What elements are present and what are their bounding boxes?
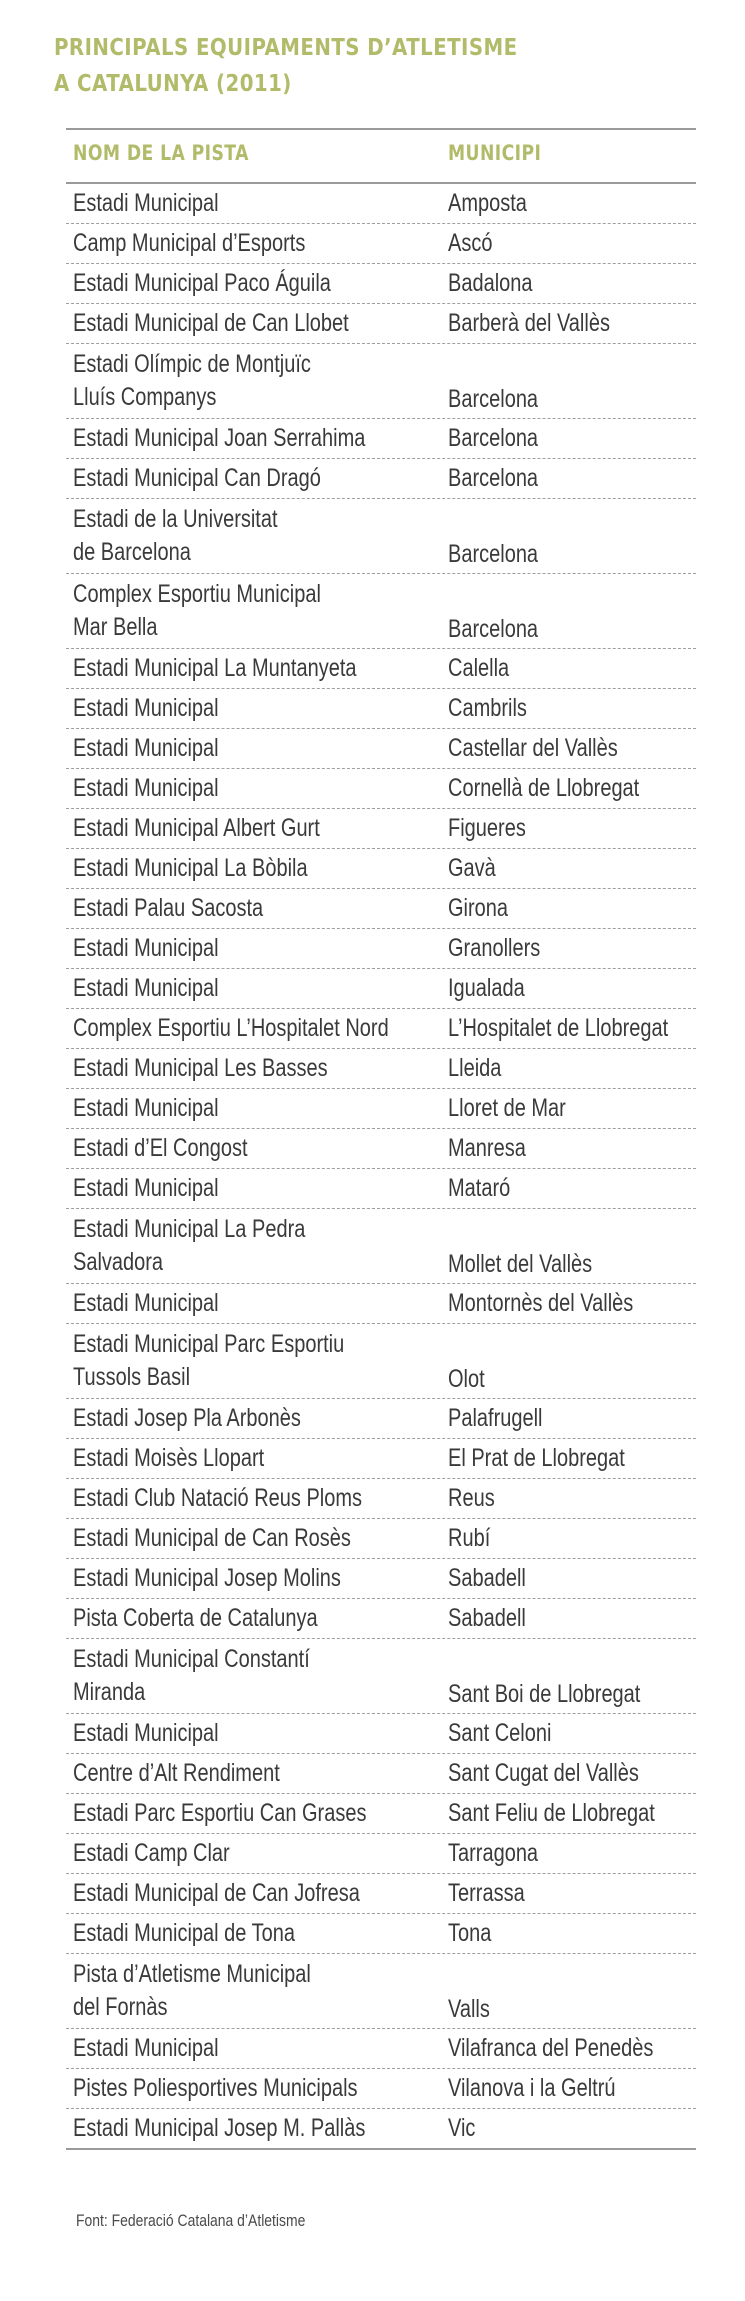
municipality-name: Girona (448, 894, 509, 922)
table-row (66, 1479, 696, 1519)
track-name: Estadi Municipal (73, 1094, 219, 1122)
municipality-name: Amposta (448, 189, 527, 217)
track-name: Estadi Municipal (73, 189, 219, 217)
municipality-name: Vilafranca del Penedès (448, 2034, 654, 2062)
column-header-name: NOM DE LA PISTA (73, 141, 249, 165)
table-row (66, 1399, 696, 1439)
track-name: Estadi Municipal de Can Jofresa (73, 1879, 360, 1907)
table-row (66, 1714, 696, 1754)
title-line-2: A CATALUNYA (2011) (54, 71, 292, 97)
table-row (66, 1009, 696, 1049)
track-name: Estadi Municipal (73, 2034, 219, 2062)
table-row (66, 1049, 696, 1089)
municipality-name: Montornès del Vallès (448, 1289, 634, 1317)
track-name: Estadi de la Universitat de Barcelona (73, 505, 278, 566)
page-title (54, 30, 622, 102)
table-row (66, 849, 696, 889)
municipality-name: Barcelona (448, 615, 539, 643)
track-name: Estadi Municipal Paco Águila (73, 269, 331, 297)
municipality-name: Lloret de Mar (448, 1094, 566, 1122)
municipality-name: Vic (448, 2114, 476, 2142)
track-name: Estadi Municipal (73, 694, 219, 722)
municipality-name: Sant Celoni (448, 1719, 552, 1747)
track-name: Estadi Municipal de Can Rosès (73, 1524, 351, 1552)
municipality-name: El Prat de Llobregat (448, 1444, 625, 1472)
table-row (66, 1519, 696, 1559)
track-name: Estadi Municipal (73, 974, 219, 1002)
track-name: Estadi Municipal (73, 1289, 219, 1317)
table-body (66, 184, 696, 2150)
municipality-name: Tona (448, 1919, 492, 1947)
track-name: Estadi Municipal de Tona (73, 1919, 295, 1947)
table-row (66, 574, 696, 649)
table-row (66, 1954, 696, 2029)
municipality-name: Vilanova i la Geltrú (448, 2074, 616, 2102)
municipality-name: Rubí (448, 1524, 491, 1552)
table-row (66, 1834, 696, 1874)
municipality-name: Gavà (448, 854, 496, 882)
table-row (66, 1599, 696, 1639)
municipality-name: Sabadell (448, 1564, 526, 1592)
table-row (66, 809, 696, 849)
municipality-name: Olot (448, 1365, 485, 1393)
municipality-name: Mataró (448, 1174, 511, 1202)
track-name: Complex Esportiu Municipal Mar Bella (73, 580, 321, 641)
track-name: Camp Municipal d’Esports (73, 229, 306, 257)
table-row (66, 1439, 696, 1479)
track-name: Estadi Municipal Les Basses (73, 1054, 328, 1082)
track-name: Pista Coberta de Catalunya (73, 1604, 318, 1632)
track-name: Pistes Poliesportives Municipals (73, 2074, 358, 2102)
table-row (66, 1169, 696, 1209)
municipality-name: Calella (448, 654, 510, 682)
table-row (66, 1324, 696, 1399)
track-name: Estadi Olímpic de Montjuïc Lluís Companys (73, 350, 311, 411)
municipality-name: Barcelona (448, 385, 539, 413)
table-row (66, 224, 696, 264)
track-name: Estadi Municipal Albert Gurt (73, 814, 320, 842)
table-row (66, 1559, 696, 1599)
athletics-tracks-table (66, 128, 696, 2150)
table-row (66, 1794, 696, 1834)
track-name: Estadi Municipal (73, 774, 219, 802)
table-row (66, 2029, 696, 2069)
track-name: Estadi Josep Pla Arbonès (73, 1404, 301, 1432)
table-row (66, 419, 696, 459)
municipality-name: Tarragona (448, 1839, 539, 1867)
table-row (66, 1209, 696, 1284)
municipality-name: L’Hospitalet de Llobregat (448, 1014, 669, 1042)
municipality-name: Figueres (448, 814, 526, 842)
table-row (66, 729, 696, 769)
track-name: Estadi Municipal Parc Esportiu Tussols Basil (73, 1330, 345, 1391)
table-row (66, 769, 696, 809)
municipality-name: Cornellà de Llobregat (448, 774, 640, 802)
table-row (66, 649, 696, 689)
table-row (66, 969, 696, 1009)
table-row (66, 184, 696, 224)
municipality-name: Badalona (448, 269, 533, 297)
track-name: Pista d’Atletisme Municipal del Fornàs (73, 1960, 311, 2021)
track-name: Estadi Municipal (73, 734, 219, 762)
municipality-name: Sabadell (448, 1604, 526, 1632)
municipality-name: Sant Cugat del Vallès (448, 1759, 639, 1787)
table-row (66, 1914, 696, 1954)
track-name: Estadi Club Natació Reus Ploms (73, 1484, 363, 1512)
track-name: Estadi Municipal Josep M. Pallàs (73, 2114, 366, 2142)
municipality-name: Mollet del Vallès (448, 1250, 593, 1278)
track-name: Estadi Municipal Can Dragó (73, 464, 321, 492)
municipality-name: Cambrils (448, 694, 527, 722)
municipality-name: Barcelona (448, 424, 539, 452)
track-name: Estadi Municipal (73, 1174, 219, 1202)
track-name: Estadi Municipal (73, 1719, 219, 1747)
municipality-name: Castellar del Vallès (448, 734, 618, 762)
track-name: Estadi Municipal Constantí Miranda (73, 1645, 310, 1706)
municipality-name: Sant Boi de Llobregat (448, 1680, 641, 1708)
track-name: Estadi Camp Clar (73, 1839, 230, 1867)
track-name: Estadi d’El Congost (73, 1134, 248, 1162)
track-name: Estadi Parc Esportiu Can Grases (73, 1799, 367, 1827)
municipality-name: Sant Feliu de Llobregat (448, 1799, 655, 1827)
table-row (66, 344, 696, 419)
track-name: Estadi Municipal La Bòbila (73, 854, 308, 882)
table-row (66, 889, 696, 929)
table-row (66, 2109, 696, 2150)
table-row (66, 264, 696, 304)
track-name: Estadi Municipal La Muntanyeta (73, 654, 357, 682)
municipality-name: Barcelona (448, 540, 539, 568)
table-header-row (66, 130, 696, 184)
municipality-name: Lleida (448, 1054, 502, 1082)
municipality-name: Ascó (448, 229, 493, 257)
table-row (66, 1129, 696, 1169)
table-row (66, 689, 696, 729)
table-row (66, 1089, 696, 1129)
track-name: Estadi Municipal La Pedra Salvadora (73, 1215, 306, 1276)
track-name: Estadi Municipal (73, 934, 219, 962)
source-note: Font: Federació Catalana d’Atletisme (76, 2211, 306, 2230)
column-header-municipality: MUNICIPI (448, 141, 542, 165)
municipality-name: Barcelona (448, 464, 539, 492)
title-line-1: PRINCIPALS EQUIPAMENTS D’ATLETISME (54, 35, 518, 61)
municipality-name: Terrassa (448, 1879, 525, 1907)
table-row (66, 1639, 696, 1714)
track-name: Estadi Moisès Llopart (73, 1444, 265, 1472)
municipality-name: Igualada (448, 974, 525, 1002)
municipality-name: Barberà del Vallès (448, 309, 610, 337)
table-row (66, 304, 696, 344)
municipality-name: Valls (448, 1995, 490, 2023)
table-row (66, 2069, 696, 2109)
track-name: Estadi Municipal Josep Molins (73, 1564, 341, 1592)
table-row (66, 929, 696, 969)
track-name: Estadi Palau Sacosta (73, 894, 264, 922)
track-name: Estadi Municipal de Can Llobet (73, 309, 349, 337)
municipality-name: Manresa (448, 1134, 526, 1162)
table-row (66, 459, 696, 499)
table-row (66, 1284, 696, 1324)
municipality-name: Granollers (448, 934, 541, 962)
track-name: Centre d’Alt Rendiment (73, 1759, 280, 1787)
table-row (66, 499, 696, 574)
table-row (66, 1754, 696, 1794)
track-name: Estadi Municipal Joan Serrahima (73, 424, 366, 452)
table-row (66, 1874, 696, 1914)
track-name: Complex Esportiu L’Hospitalet Nord (73, 1014, 389, 1042)
municipality-name: Reus (448, 1484, 495, 1512)
municipality-name: Palafrugell (448, 1404, 543, 1432)
